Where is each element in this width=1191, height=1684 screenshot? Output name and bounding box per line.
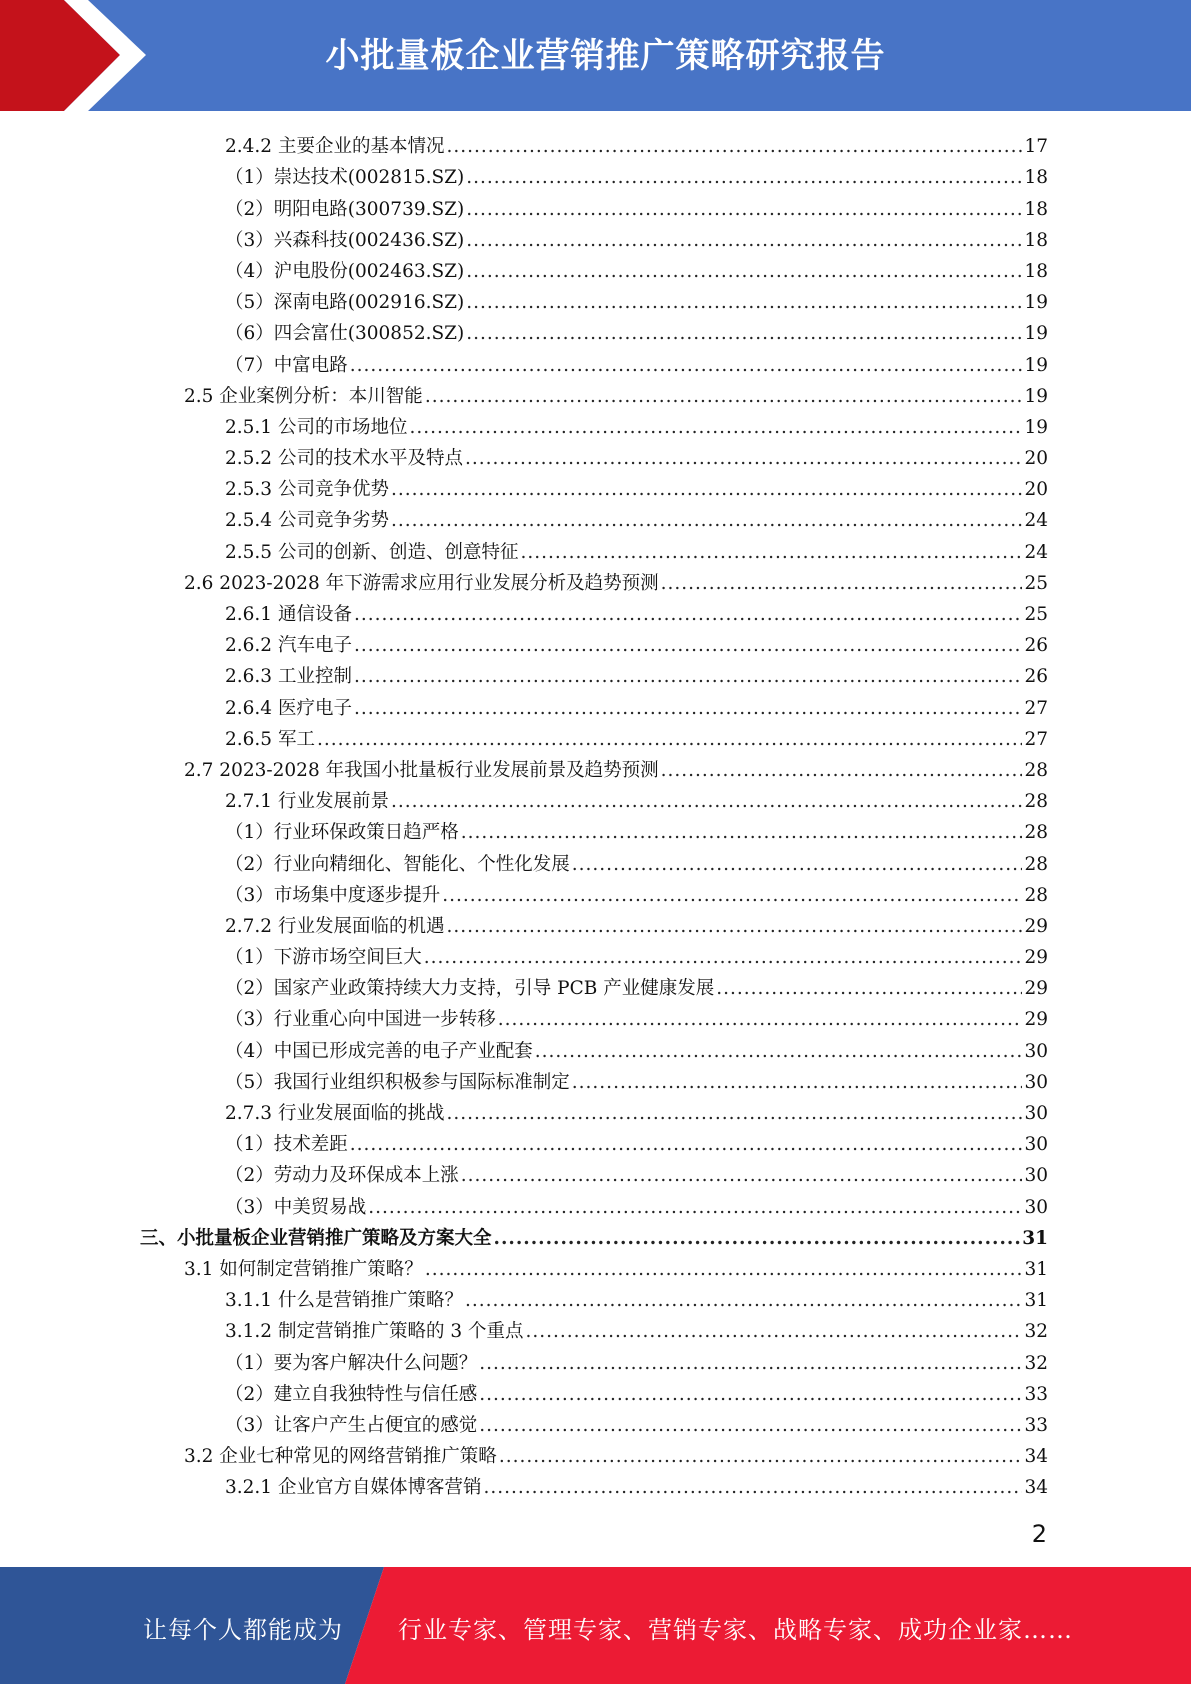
toc-entry-label: 2.6.3 工业控制: [225, 666, 352, 688]
toc-entry-page: 32: [1024, 1321, 1048, 1343]
toc-entry-label: （1）崇达技术(002815.SZ): [225, 167, 465, 189]
toc-leader-dots: [446, 135, 1022, 159]
toc-entry-page: 30: [1024, 1165, 1048, 1187]
toc-entry-label: 2.5.1 公司的市场地位: [225, 416, 408, 438]
toc-entry[interactable]: [140, 1220, 1048, 1251]
toc-leader-dots: [317, 728, 1023, 752]
toc-leader-dots: [661, 759, 1023, 783]
toc-entry-page: 17: [1024, 136, 1048, 158]
toc-leader-dots: [499, 1445, 1023, 1469]
toc-entry-page: 25: [1024, 572, 1048, 594]
toc-entry-label: 2.5.4 公司竞争劣势: [225, 510, 389, 532]
toc-entry-label: （2）国家产业政策持续大力支持，引导 PCB 产业健康发展: [225, 978, 715, 1000]
footer-banner: [0, 1567, 1191, 1684]
toc-entry-page: 19: [1024, 416, 1048, 438]
toc-entry-label: 2.5.3 公司竞争优势: [225, 479, 389, 501]
toc-entry-page: 30: [1024, 1071, 1048, 1093]
toc-entry[interactable]: [140, 128, 1048, 159]
toc-entry-label: （2）劳动力及环保成本上涨: [225, 1165, 459, 1187]
toc-leader-dots: [535, 1040, 1023, 1064]
header-banner: [0, 0, 1191, 111]
toc-leader-dots: [368, 1196, 1022, 1220]
toc-leader-dots: [466, 229, 1022, 253]
toc-entry-page: 19: [1024, 385, 1048, 407]
toc-leader-dots: [498, 1008, 1023, 1032]
toc-leader-dots: [479, 1383, 1022, 1407]
toc-entry-page: 28: [1024, 822, 1048, 844]
toc-entry-label: 2.5.5 公司的创新、创造、创意特征: [225, 541, 519, 563]
toc-entry-page: 29: [1024, 978, 1048, 1000]
toc-entry[interactable]: [140, 190, 1048, 221]
toc-leader-dots: [483, 1476, 1022, 1500]
toc-entry-label: 3.1 如何制定营销推广策略？: [184, 1258, 423, 1280]
toc-entry-page: 32: [1024, 1352, 1048, 1374]
toc-leader-dots: [354, 665, 1023, 689]
toc-entry[interactable]: [140, 1126, 1048, 1157]
toc-entry-page: 20: [1024, 479, 1048, 501]
toc-entry-page: 31: [1024, 1290, 1048, 1312]
toc-entry[interactable]: [140, 783, 1048, 814]
toc-entry[interactable]: [140, 627, 1048, 658]
toc-leader-dots: [466, 291, 1022, 315]
toc-entry-page: 18: [1024, 229, 1048, 251]
toc-leader-dots: [350, 354, 1023, 378]
toc-entry-label: （5）我国行业组织积极参与国际标准制定: [225, 1071, 570, 1093]
toc-entry-page: 34: [1024, 1446, 1048, 1468]
report-title: 小批量板企业营销推广策略研究报告: [325, 36, 886, 76]
toc-entry-page: 34: [1024, 1477, 1048, 1499]
toc-entry[interactable]: [140, 596, 1048, 627]
toc-entry[interactable]: [140, 1344, 1048, 1375]
toc-entry-label: （1）技术差距: [225, 1134, 348, 1156]
toc-entry-label: 2.5 企业案例分析：本川智能: [184, 385, 423, 407]
toc-leader-dots: [461, 1164, 1023, 1188]
toc-entry-page: 19: [1024, 354, 1048, 376]
toc-leader-dots: [350, 1133, 1023, 1157]
toc-entry-page: 31: [1022, 1227, 1048, 1249]
toc-entry[interactable]: [140, 1188, 1048, 1219]
toc-entry[interactable]: [140, 284, 1048, 315]
toc-entry-page: 20: [1024, 448, 1048, 470]
toc-entry-page: 25: [1024, 604, 1048, 625]
toc-entry-label: （5）深南电路(002916.SZ): [225, 292, 465, 314]
toc-entry[interactable]: [140, 222, 1048, 253]
toc-entry-label: 3.2.1 企业官方自媒体博客营销: [225, 1477, 482, 1499]
toc-entry-label: 3.2 企业七种常见的网络营销推广策略: [184, 1446, 497, 1468]
toc-leader-dots: [479, 1352, 1022, 1376]
toc-leader-dots: [661, 572, 1023, 596]
toc-entry[interactable]: [140, 253, 1048, 284]
toc-entry[interactable]: [140, 502, 1048, 533]
toc-entry[interactable]: [140, 346, 1048, 377]
toc-entry-label: 2.5.2 公司的技术水平及特点: [225, 448, 463, 470]
toc-entry[interactable]: [140, 721, 1048, 752]
toc-leader-dots: [466, 260, 1022, 284]
toc-entry[interactable]: [140, 159, 1048, 190]
toc-entry-page: 28: [1024, 884, 1048, 906]
toc-entry-label: （3）让客户产生占便宜的感觉: [225, 1414, 478, 1436]
toc-entry[interactable]: [140, 970, 1048, 1001]
toc-entry[interactable]: [140, 1064, 1048, 1095]
toc-leader-dots: [526, 1320, 1023, 1344]
toc-leader-dots: [442, 884, 1022, 908]
toc-leader-dots: [354, 697, 1023, 721]
toc-entry-page: 29: [1024, 947, 1048, 969]
toc-leader-dots: [425, 385, 1023, 409]
toc-entry-label: （4）中国已形成完善的电子产业配套: [225, 1040, 533, 1062]
toc-leader-dots: [354, 603, 1023, 627]
page-number: 2: [1031, 1520, 1047, 1548]
toc-entry-page: 33: [1024, 1383, 1048, 1405]
toc-entry-page: 33: [1024, 1414, 1048, 1436]
toc-entry-label: 3.1.2 制定营销推广策略的 3 个重点: [225, 1321, 524, 1343]
toc-leader-dots: [391, 790, 1022, 814]
toc-leader-dots: [424, 946, 1023, 970]
toc-leader-dots: [479, 1414, 1022, 1438]
toc-leader-dots: [391, 478, 1022, 502]
toc-entry-label: （3）市场集中度逐步提升: [225, 884, 441, 906]
toc-entry[interactable]: [140, 877, 1048, 908]
toc-entry-page: 30: [1024, 1196, 1048, 1218]
toc-entry[interactable]: [140, 658, 1048, 689]
toc-entry-page: 27: [1024, 697, 1048, 719]
toc-entry-page: 19: [1024, 292, 1048, 314]
toc-entry[interactable]: [140, 533, 1048, 564]
toc-entry[interactable]: [140, 1157, 1048, 1188]
toc-leader-dots: [572, 853, 1023, 877]
toc-leader-dots: [465, 447, 1022, 471]
toc-entry-label: （3）兴森科技(002436.SZ): [225, 229, 465, 251]
toc-entry[interactable]: [140, 1313, 1048, 1344]
toc-leader-dots: [391, 509, 1022, 533]
toc-entry-label: 三、小批量板企业营销推广策略及方案大全: [140, 1227, 492, 1249]
toc-entry-page: 26: [1024, 635, 1048, 657]
toc-entry-label: （7）中富电路: [225, 354, 348, 376]
toc-leader-dots: [520, 541, 1022, 565]
toc-entry[interactable]: [140, 409, 1048, 440]
toc-entry-label: 2.6 2023-2028 年下游需求应用行业发展分析及趋势预测: [184, 572, 659, 594]
toc-entry-label: 2.7.2 行业发展面临的机遇: [225, 915, 445, 937]
toc-entry-label: 2.6.5 军工: [225, 728, 315, 750]
toc-entry[interactable]: [140, 939, 1048, 970]
toc-entry-label: （2）建立自我独特性与信任感: [225, 1383, 478, 1405]
toc-entry[interactable]: [140, 1282, 1048, 1313]
toc-entry[interactable]: [140, 1469, 1048, 1500]
toc-entry[interactable]: [140, 1438, 1048, 1469]
toc-entry-page: 19: [1024, 323, 1048, 345]
toc-entry-label: 2.4.2 主要企业的基本情况: [225, 136, 445, 158]
toc-entry-page: 28: [1024, 759, 1048, 781]
toc-entry[interactable]: [140, 1032, 1048, 1063]
toc-entry-page: 29: [1024, 915, 1048, 937]
toc-entry-page: 28: [1024, 791, 1048, 813]
toc-entry-label: 2.7 2023-2028 年我国小批量板行业发展前景及趋势预测: [184, 759, 659, 781]
toc-leader-dots: [461, 821, 1023, 845]
toc-entry[interactable]: [140, 1376, 1048, 1407]
toc-entry-label: 2.7.3 行业发展面临的挑战: [225, 1103, 445, 1124]
toc-leader-dots: [425, 1258, 1023, 1282]
toc-entry-label: （1）下游市场空间巨大: [225, 947, 422, 969]
toc-entry[interactable]: [140, 565, 1048, 596]
toc-entry-label: （1）要为客户解决什么问题？: [225, 1352, 478, 1374]
toc-entry-label: （3）中美贸易战: [225, 1196, 367, 1218]
toc-entry[interactable]: [140, 440, 1048, 471]
toc-entry[interactable]: [140, 908, 1048, 939]
toc-entry-label: （1）行业环保政策日趋严格: [225, 822, 459, 844]
toc-entry[interactable]: [140, 689, 1048, 720]
table-of-contents: [140, 128, 1048, 1500]
toc-entry-label: （4）沪电股份(002463.SZ): [225, 260, 465, 282]
toc-entry-label: 2.6.2 汽车电子: [225, 635, 352, 657]
toc-entry[interactable]: [140, 814, 1048, 845]
toc-entry[interactable]: [140, 845, 1048, 876]
toc-entry-page: 31: [1024, 1258, 1048, 1280]
toc-entry[interactable]: [140, 1251, 1048, 1282]
toc-leader-dots: [446, 1102, 1022, 1126]
toc-entry-page: 30: [1024, 1040, 1048, 1062]
toc-entry[interactable]: [140, 1095, 1048, 1126]
toc-entry-label: 3.1.1 什么是营销推广策略？: [225, 1290, 463, 1312]
toc-leader-dots: [466, 198, 1022, 222]
toc-entry[interactable]: [140, 471, 1048, 502]
toc-leader-dots: [716, 977, 1022, 1001]
toc-entry-page: 24: [1024, 510, 1048, 532]
toc-entry-page: 28: [1024, 853, 1048, 875]
toc-entry[interactable]: [140, 752, 1048, 783]
toc-entry-label: 2.6.4 医疗电子: [225, 697, 352, 719]
toc-leader-dots: [409, 416, 1022, 440]
toc-entry[interactable]: [140, 378, 1048, 409]
toc-entry-label: 2.6.1 通信设备: [225, 604, 352, 625]
toc-entry-label: （2）行业向精细化、智能化、个性化发展: [225, 853, 570, 875]
toc-entry[interactable]: [140, 1001, 1048, 1032]
toc-leader-dots: [466, 166, 1022, 190]
toc-leader-dots: [466, 322, 1022, 346]
toc-entry-label: （3）行业重心向中国进一步转移: [225, 1009, 496, 1031]
toc-leader-dots: [446, 915, 1022, 939]
toc-leader-dots: [494, 1227, 1021, 1251]
toc-entry-page: 18: [1024, 198, 1048, 220]
toc-entry-page: 27: [1024, 728, 1048, 750]
toc-leader-dots: [572, 1071, 1023, 1095]
toc-entry[interactable]: [140, 1407, 1048, 1438]
toc-entry[interactable]: [140, 315, 1048, 346]
toc-entry-page: 18: [1024, 167, 1048, 189]
toc-entry-page: 30: [1024, 1103, 1048, 1124]
toc-entry-label: 2.7.1 行业发展前景: [225, 791, 389, 813]
footer-slogan-left: 让每个人都能成为: [143, 1616, 343, 1644]
toc-leader-dots: [465, 1289, 1022, 1313]
toc-entry-label: （2）明阳电路(300739.SZ): [225, 198, 465, 220]
toc-entry-page: 18: [1024, 260, 1048, 282]
toc-entry-page: 24: [1024, 541, 1048, 563]
toc-entry-page: 26: [1024, 666, 1048, 688]
toc-entry-page: 29: [1024, 1009, 1048, 1031]
footer-slogan-right: 行业专家、管理专家、营销专家、战略专家、成功企业家……: [398, 1616, 1073, 1644]
toc-entry-page: 30: [1024, 1134, 1048, 1156]
toc-entry-label: （6）四会富仕(300852.SZ): [225, 323, 465, 345]
toc-leader-dots: [354, 634, 1023, 658]
